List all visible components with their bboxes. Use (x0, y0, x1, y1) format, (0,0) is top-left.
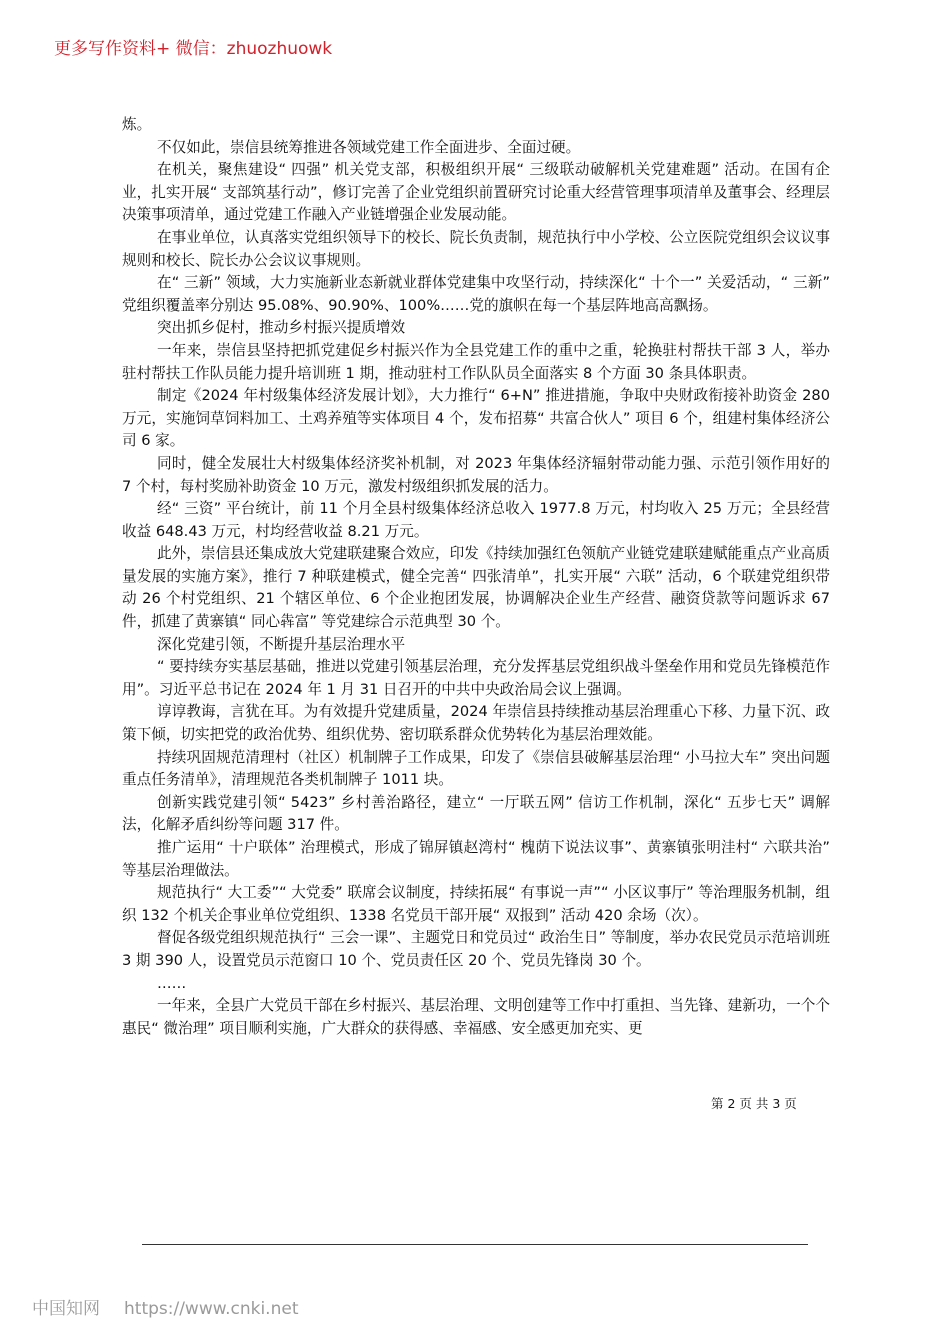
paragraph: 在“ 三新” 领域，大力实施新业态新就业群体党建集中攻坚行动，持续深化“ 十个一” 关爱活动，“ 三新” 党组织覆盖率分别达 95.08%、90.90%、100%……党的旗帜在每一个基层阵地高高飘扬。 (122, 274, 830, 314)
watermark-site-name: 中国知网 (32, 1299, 100, 1319)
paragraph: 一年来，崇信县坚持把抓党建促乡村振兴作为全县党建工作的重中之重，轮换驻村帮扶干部 3 人，举办驻村帮扶工作队员能力提升培训班 1 期，推动驻村工作队队员全面落实 8 个方面 30 条具体职责。 (122, 341, 830, 382)
paragraph: 在机关，聚焦建设“ 四强” 机关党支部，积极组织开展“ 三级联动破解机关党建难题” 活动。在国有企业，扎实开展“ 支部筑基行动”，修订完善了企业党组织前置研究讨论重大经营管理事项清单及董事会、经理层决策事项清单，通过党建工作融入产业链增强企业发展动能。 (122, 161, 830, 224)
paragraph: “ 要持续夯实基层基础，推进以党建引领基层治理，充分发挥基层党组织战斗堡垒作用和党员先锋模范作用”。习近平总书记在 2024 年 1 月 31 日召开的中共中央政治局会议上强调。 (122, 658, 830, 698)
document-body (122, 114, 830, 1040)
header-banner: 更多写作资料+ 微信：zhuozhuowk (54, 39, 333, 59)
paragraph: 同时，健全发展壮大村级集体经济奖补机制，对 2023 年集体经济辐射带动能力强、示范引领作用好的 7 个村，每村奖励补助资金 10 万元，激发村级组织抓发展的活力。 (122, 454, 830, 495)
paragraph: 督促各级党组织规范执行“ 三会一课”、主题党日和党员过“ 政治生日” 等制度，举办农民党员示范培训班 3 期 390 人，设置党员示范窗口 10 个、党员责任区 20 个、党员先锋岗 30 个。 (122, 929, 830, 969)
paragraph: 规范执行“ 大工委”“ 大党委” 联席会议制度，持续拓展“ 有事说一声”“ 小区议事厅” 等治理服务机制，组织 132 个机关企事业单位党组织、1338 名党员干部开展“ 双报到” 活动 420 余场（次）。 (122, 884, 830, 924)
paragraph: 制定《2024 年村级集体经济发展计划》，大力推行“ 6+N” 推进措施，争取中央财政衔接补助资金 280 万元，实施饲草饲料加工、土鸡养殖等实体项目 4 个，发布招募“ 共富合伙人” 项目 6 个，组建村集体经济公司 6 家。 (122, 387, 830, 450)
watermark (32, 1294, 298, 1319)
paragraph: 持续巩固规范清理村（社区）机制牌子工作成果，印发了《崇信县破解基层治理“ 小马拉大车” 突出问题重点任务清单》，清理规范各类机制牌子 1011 块。 (122, 748, 830, 789)
page-number: 第 2 页 共 3 页 (711, 1096, 797, 1111)
paragraph: 此外，崇信县还集成放大党建联建聚合效应，印发《持续加强红色领航产业链党建联建赋能重点产业高质量发展的实施方案》，推行 7 种联建模式，健全完善“ 四张清单”，扎实开展“ 六联” 活动，6 个联建党组织带动 26 个村党组织、21 个辖区单位、6 个企业抱团发展，协调解决企业生产经营、融资贷款等问题诉求 67 件，抓建了黄寨镇“ 同心犇富” 等党建综合示范典型 30 个。 (122, 545, 830, 631)
paragraph: 炼。 (122, 116, 152, 133)
section-heading: 突出抓乡促村，推动乡村振兴提质增效 (157, 319, 406, 337)
watermark-url: https://www.cnki.net (124, 1299, 299, 1319)
section-heading: 深化党建引领，不断提升基层治理水平 (157, 635, 406, 653)
ellipsis-line: …… (157, 974, 187, 992)
paragraph: 不仅如此，崇信县统筹推进各领域党建工作全面进步、全面过硬。 (157, 138, 581, 156)
paragraph: 经“ 三资” 平台统计，前 11 个月全县村级集体经济总收入 1977.8 万元，村均收入 25 万元；全县经营收益 648.43 万元，村均经营收益 8.21 万元。 (122, 500, 830, 540)
paragraph: 在事业单位，认真落实党组织领导下的校长、院长负责制，规范执行中小学校、公立医院党组织会议议事规则和校长、院长办公会议议事规则。 (122, 228, 830, 269)
paragraph: 一年来，全县广大党员干部在乡村振兴、基层治理、文明创建等工作中打重担、当先锋、建新功，一个个惠民“ 微治理” 项目顺利实施，广大群众的获得感、幸福感、安全感更加充实、更 (122, 997, 830, 1037)
paragraph: 推广运用“ 十户联体” 治理模式，形成了锦屏镇赵湾村“ 槐荫下说法议事”、黄寨镇张明洼村“ 六联共治” 等基层治理做法。 (122, 839, 830, 879)
paragraph: 谆谆教诲，言犹在耳。为有效提升党建质量，2024 年崇信县持续推动基层治理重心下移、力量下沉、政策下倾，切实把党的政治优势、组织优势、密切联系群众优势转化为基层治理效能。 (122, 703, 830, 744)
footer-divider (142, 1244, 808, 1245)
paragraph: 创新实践党建引领“ 5423” 乡村善治路径，建立“ 一厅联五网” 信访工作机制，深化“ 五步七天” 调解法，化解矛盾纠纷等问题 317 件。 (122, 793, 830, 834)
